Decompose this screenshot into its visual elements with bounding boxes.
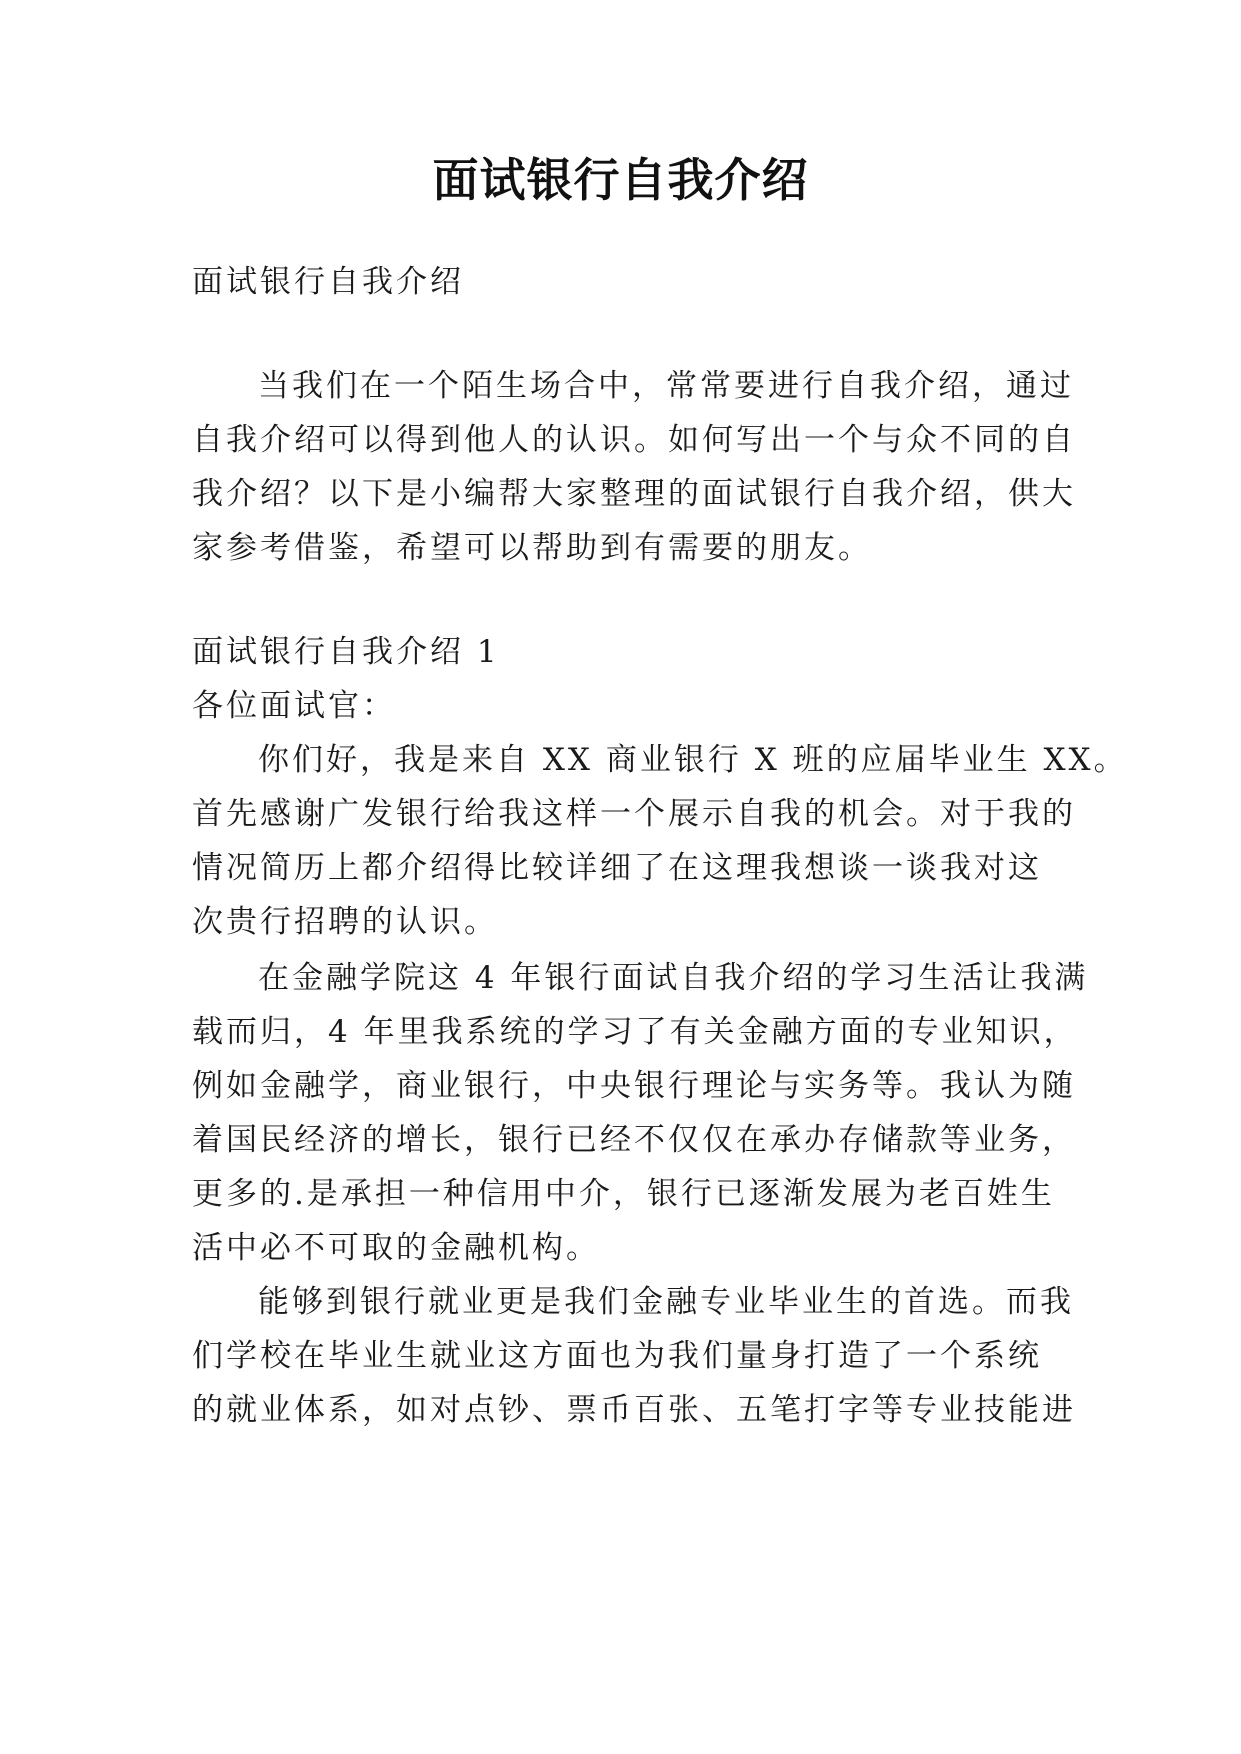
para2-line-3: 例如金融学，商业银行，中央银行理论与实务等。我认为随 [192,1068,1076,1104]
document-title: 面试银行自我介绍 [432,153,809,207]
para1-line-2: 首先感谢广发银行给我这样一个展示自我的机会。对于我的 [192,796,1076,832]
intro-line-2: 自我介绍可以得到他人的认识。如何写出一个与众不同的自 [192,422,1076,458]
intro-line-4: 家参考借鉴，希望可以帮助到有需要的朋友。 [192,530,872,566]
intro-line-3: 我介绍？以下是小编帮大家整理的面试银行自我介绍，供大 [192,476,1076,512]
section-heading: 面试银行自我介绍 1 [192,634,500,670]
para2-line-2: 载而归，4 年里我系统的学习了有关金融方面的专业知识， [192,1014,1078,1050]
para2-line-1: 在金融学院这 4 年银行面试自我介绍的学习生活让我满 [258,960,1089,996]
para3-line-3: 的就业体系，如对点钞、票币百张、五笔打字等专业技能进 [192,1392,1076,1428]
para2-line-6: 活中必不可取的金融机构。 [192,1230,600,1266]
para2-line-5: 更多的.是承担一种信用中介，银行已逐渐发展为老百姓生 [192,1176,1055,1212]
para3-line-1: 能够到银行就业更是我们金融专业毕业生的首选。而我 [258,1284,1074,1320]
para1-line-1: 你们好，我是来自 XX 商业银行 X 班的应届毕业生 XX。 [258,742,1128,778]
document-subtitle: 面试银行自我介绍 [192,264,464,300]
salutation: 各位面试官： [192,688,396,724]
intro-line-1: 当我们在一个陌生场合中，常常要进行自我介绍，通过 [258,368,1074,404]
para2-line-4: 着国民经济的增长，银行已经不仅仅在承办存储款等业务， [192,1122,1076,1158]
para3-line-2: 们学校在毕业生就业这方面也为我们量身打造了一个系统 [192,1338,1042,1374]
para1-line-4: 次贵行招聘的认识。 [192,904,498,940]
para1-line-3: 情况简历上都介绍得比较详细了在这理我想谈一谈我对这 [192,850,1042,886]
